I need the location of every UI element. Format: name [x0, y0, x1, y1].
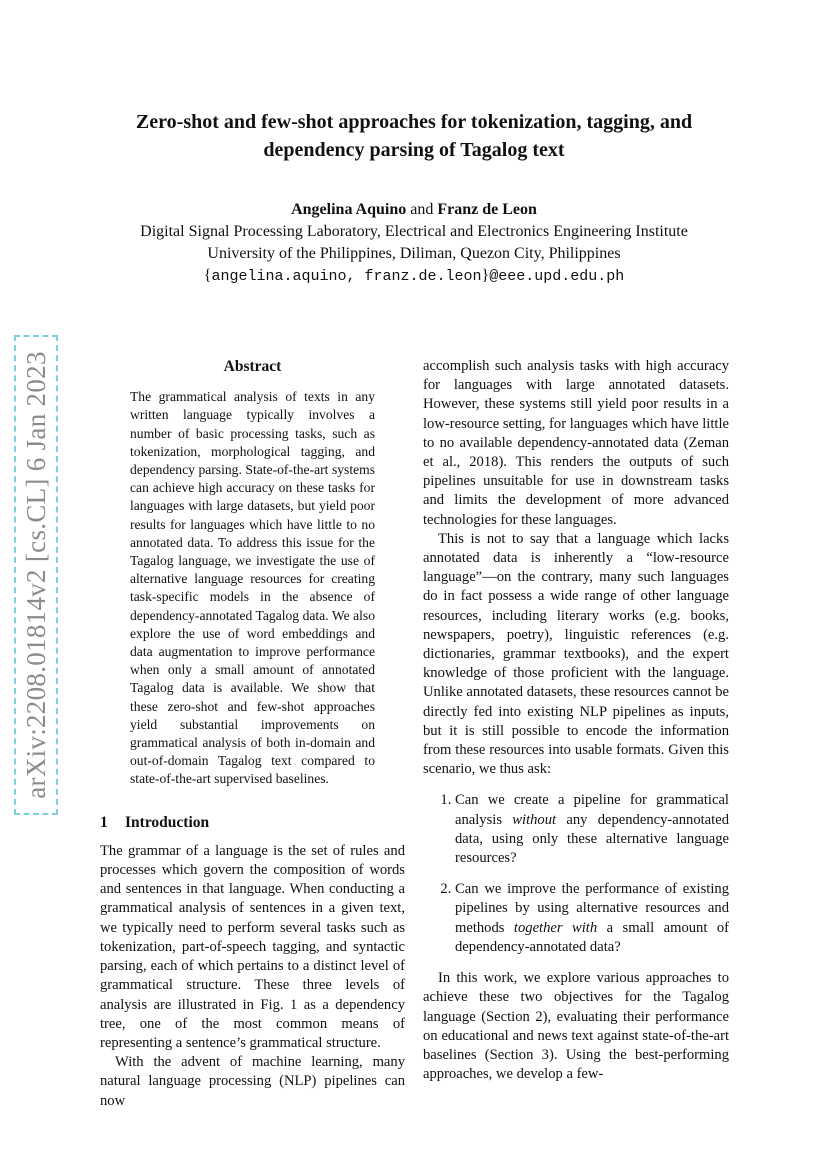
arxiv-stamp[interactable] [14, 335, 58, 815]
email-brace-open: { [203, 267, 212, 284]
author-emails[interactable] [100, 265, 728, 288]
right-paragraph-3: In this work, we explore various approaches to achieve these two objectives for the Tagalog language (Section 2), evaluating their performance on educational and news text against state-of-the-art baselines (Section 3). Using the best-performing approaches, we develop a few- [423, 970, 729, 1083]
email-names: angelina.aquino, franz.de.leon [211, 268, 482, 285]
title-line-1: Zero-shot and few-shot approaches for tokenization, tagging, and [135, 111, 693, 133]
abstract-heading: Abstract [223, 358, 282, 375]
author-and: and [406, 201, 438, 218]
title-line-2: dependency parsing of Tagalog text [263, 139, 565, 161]
author-1: Angelina Aquino [291, 201, 407, 218]
right-column [423, 357, 729, 1084]
section-heading-introduction [100, 813, 405, 832]
arxiv-id: arXiv:2208.01814v2 [cs.CL] 6 Jan 2023 [20, 351, 51, 799]
left-column [100, 357, 405, 1111]
abstract-text: The grammatical analysis of texts in any written language typically involves a number of basic processing tasks, such as tokenization, morphological tagging, and dependency parsing. State-of-the-art systems can achieve high accuracy on these tasks for languages with large datasets, but yield poor results for languages which have little to no annotated data. To address this issue for the Tagalog language, we investigate the use of alternative language resources for creating task-specific models in the absence of dependency-annotated Tagalog data. We also explore the use of word embeddings and data augmentation to improve performance when only a small amount of annotated Tagalog data is available. We show that these zero-shot and few-shot approaches yield substantial improvements on grammatical analysis of both in-domain and out-of-domain Tagalog text compared to state-of-the-art supervised baselines. [130, 389, 375, 787]
author-2: Franz de Leon [437, 201, 537, 218]
question-item-2: 2. Can we improve the performance of existing pipelines by using alternative resources and methods together with a small amount of dependency-annotated data? [455, 880, 729, 957]
section-number: 1 [100, 813, 108, 831]
section-title: Introduction [125, 813, 210, 831]
email-domain: @eee.upd.edu.ph [489, 268, 625, 285]
right-paragraph-2: This is not to say that a language which lacks annotated data is inherently a “low-resource language”—on the contrary, many such languages do in fact possess a wide range of other language resources, including literary works (e.g. books, newspapers, poetry), linguistic references (e.g. dictionaries, grammar textbooks), and the expert knowledge of those proficient with the language. Unlike annotated datasets, these resources cannot be directly fed into existing NLP pipelines as inputs, but it is still possible to encode the information from these resources into usable formats. Given this scenario, we thus ask: [423, 530, 729, 778]
question-list [423, 791, 729, 957]
intro-paragraph-1: The grammar of a language is the set of rules and processes which govern the composition of words and sentences in that language. When conducting a grammatical analysis of sentences in a given text, we typically need to perform several tasks such as tokenization, part-of-speech tagging, and syntactic parsing, each of which pertains to a distinct level of grammatical structure. These three levels of analysis are illustrated in Fig. 1 as a dependency tree, one of the most common means of representing a sentence’s grammatical structure. [100, 842, 405, 1051]
author-names [100, 199, 728, 221]
question-item-1: 1. Can we create a pipeline for grammatical analysis without any dependency-annotated data, using only these alternative language resources? [455, 791, 729, 868]
right-paragraph-1: accomplish such analysis tasks with high accuracy for languages with large annotated datasets. However, these systems still yield poor results in a low-resource setting, for languages which have little to no available dependency-annotated data (Zeman et al., 2018). This renders the outputs of such pipelines unsuitable for use in downstream tasks and limits the development of more advanced technologies for these languages. [423, 358, 729, 528]
email-brace-close: } [481, 267, 490, 284]
affiliation-1: Digital Signal Processing Laboratory, Electrical and Electronics Engineering Institute [140, 223, 688, 240]
paper-title [100, 108, 728, 164]
affiliation-2: University of the Philippines, Diliman, Quezon City, Philippines [207, 245, 621, 262]
author-block [100, 199, 728, 288]
intro-paragraph-2: With the advent of machine learning, many natural language processing (NLP) pipelines can now [100, 1054, 405, 1109]
